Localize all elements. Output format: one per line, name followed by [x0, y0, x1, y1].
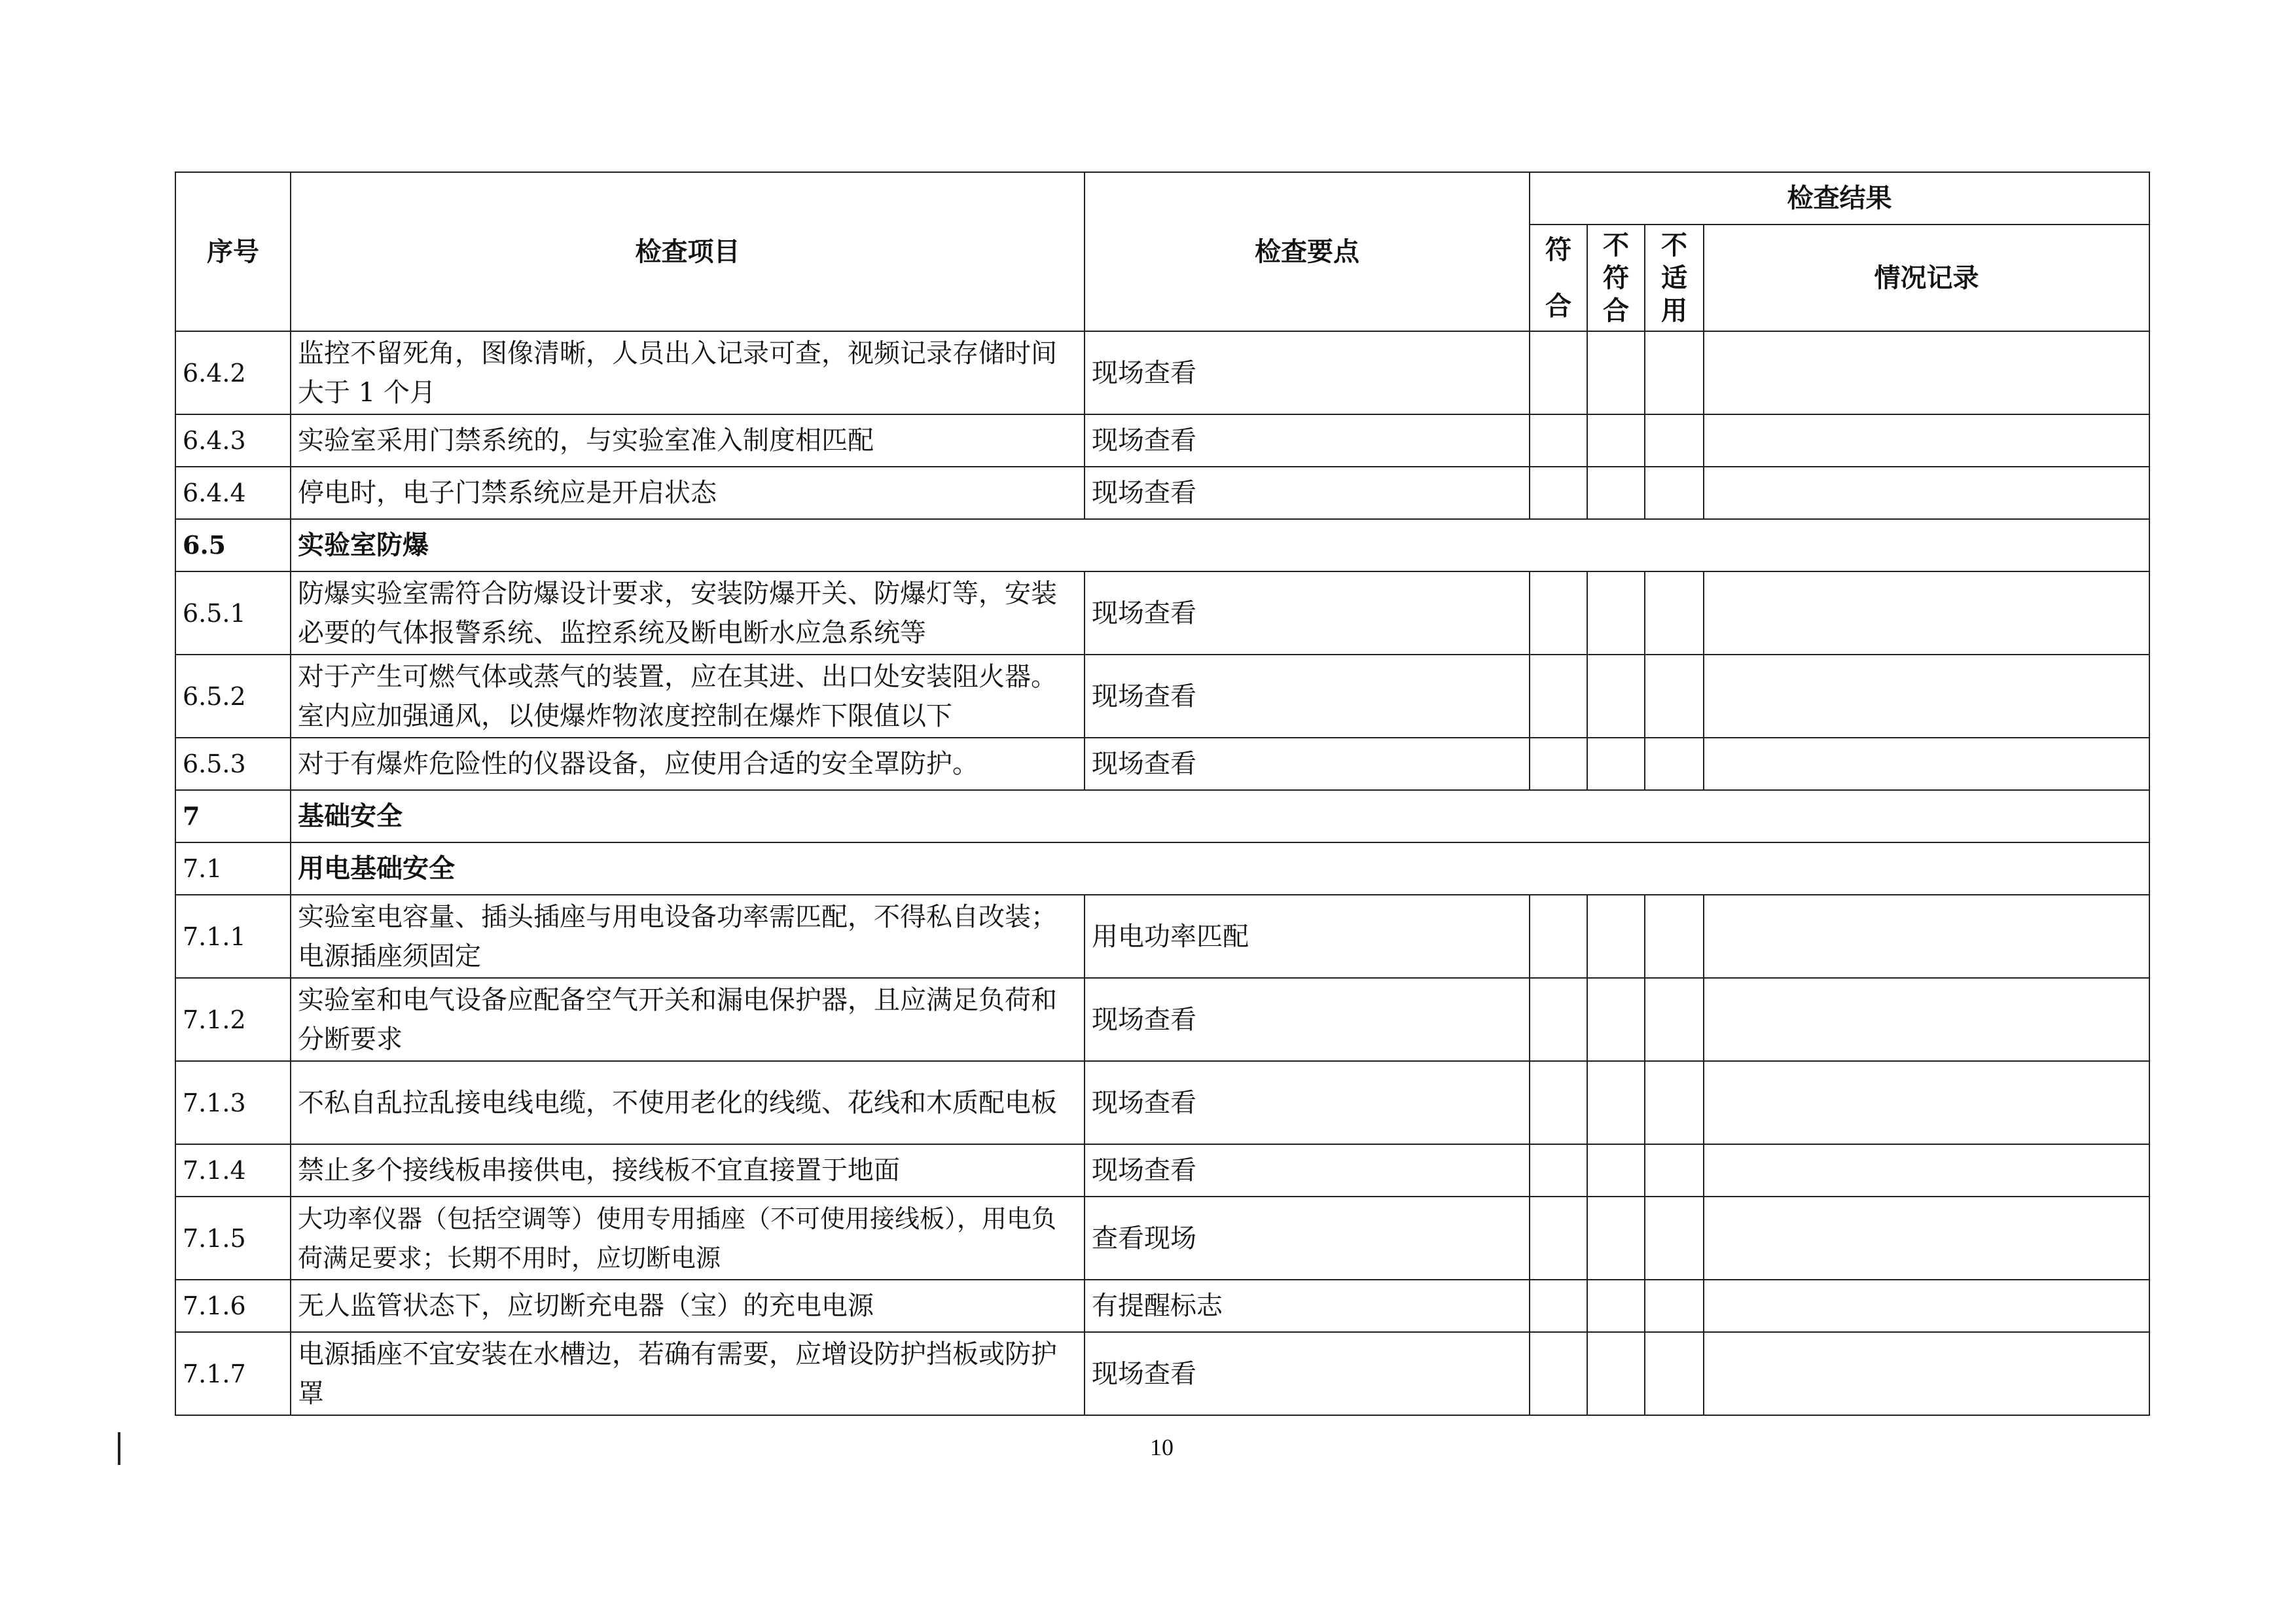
conform-cell[interactable] — [1530, 1280, 1587, 1332]
page-number: 10 — [1150, 1434, 1174, 1460]
table-row — [175, 738, 2149, 790]
nonconform-cell[interactable] — [1587, 1144, 1645, 1197]
record-cell[interactable] — [1704, 331, 2149, 414]
section-number: 7.1 — [175, 842, 291, 895]
row-number: 7.1.3 — [175, 1061, 291, 1144]
nonconform-cell[interactable] — [1587, 414, 1645, 467]
record-cell[interactable] — [1704, 655, 2149, 738]
not-applicable-cell[interactable] — [1645, 1332, 1704, 1415]
nonconform-cell[interactable] — [1587, 467, 1645, 519]
row-point: 现场查看 — [1085, 1332, 1530, 1415]
header-conform: 符 合 — [1530, 225, 1587, 331]
row-item: 不私自乱拉乱接电线电缆，不使用老化的线缆、花线和木质配电板 — [291, 1061, 1085, 1144]
table-row — [175, 1144, 2149, 1197]
row-number: 7.1.2 — [175, 978, 291, 1061]
row-item: 实验室和电气设备应配备空气开关和漏电保护器，且应满足负荷和分断要求 — [291, 978, 1085, 1061]
section-title: 基础安全 — [291, 790, 2149, 842]
record-cell[interactable] — [1704, 1197, 2149, 1280]
table-row — [175, 331, 2149, 414]
record-cell[interactable] — [1704, 571, 2149, 655]
conform-cell[interactable] — [1530, 738, 1587, 790]
table-row — [175, 1280, 2149, 1332]
record-cell[interactable] — [1704, 738, 2149, 790]
conform-cell[interactable] — [1530, 1332, 1587, 1415]
section-number: 7 — [175, 790, 291, 842]
nonconform-cell[interactable] — [1587, 331, 1645, 414]
record-cell[interactable] — [1704, 414, 2149, 467]
record-cell[interactable] — [1704, 978, 2149, 1061]
table-row — [175, 1332, 2149, 1415]
not-applicable-cell[interactable] — [1645, 1197, 1704, 1280]
row-point: 有提醒标志 — [1085, 1280, 1530, 1332]
not-applicable-cell[interactable] — [1645, 1144, 1704, 1197]
table-row — [175, 571, 2149, 655]
row-point: 现场查看 — [1085, 571, 1530, 655]
header-point: 检查要点 — [1085, 172, 1530, 331]
row-item: 无人监管状态下，应切断充电器（宝）的充电电源 — [291, 1280, 1085, 1332]
row-point: 现场查看 — [1085, 467, 1530, 519]
conform-cell[interactable] — [1530, 571, 1587, 655]
inspection-table — [175, 171, 2150, 1416]
not-applicable-cell[interactable] — [1645, 895, 1704, 978]
section-row — [175, 842, 2149, 895]
section-row — [175, 519, 2149, 571]
table-row — [175, 467, 2149, 519]
section-number: 6.5 — [175, 519, 291, 571]
row-number: 6.4.4 — [175, 467, 291, 519]
section-title: 用电基础安全 — [291, 842, 2149, 895]
row-point: 现场查看 — [1085, 738, 1530, 790]
nonconform-cell[interactable] — [1587, 1061, 1645, 1144]
nonconform-cell[interactable] — [1587, 738, 1645, 790]
record-cell[interactable] — [1704, 1061, 2149, 1144]
nonconform-cell[interactable] — [1587, 978, 1645, 1061]
not-applicable-cell[interactable] — [1645, 414, 1704, 467]
not-applicable-cell[interactable] — [1645, 1061, 1704, 1144]
table-row — [175, 414, 2149, 467]
header-nonconform: 不 符 合 — [1587, 225, 1645, 331]
conform-cell[interactable] — [1530, 331, 1587, 414]
header-not-applicable: 不 适 用 — [1645, 225, 1704, 331]
header-record: 情况记录 — [1704, 225, 2149, 331]
row-number: 6.5.1 — [175, 571, 291, 655]
not-applicable-cell[interactable] — [1645, 978, 1704, 1061]
table-row — [175, 655, 2149, 738]
record-cell[interactable] — [1704, 467, 2149, 519]
row-item: 大功率仪器（包括空调等）使用专用插座（不可使用接线板），用电负荷满足要求；长期不用时，应切断电源 — [291, 1197, 1085, 1280]
conform-cell[interactable] — [1530, 1061, 1587, 1144]
row-point: 现场查看 — [1085, 414, 1530, 467]
nonconform-cell[interactable] — [1587, 1332, 1645, 1415]
row-number: 7.1.6 — [175, 1280, 291, 1332]
row-item: 对于产生可燃气体或蒸气的装置，应在其进、出口处安装阻火器。室内应加强通风，以使爆炸物浓度控制在爆炸下限值以下 — [291, 655, 1085, 738]
section-title: 实验室防爆 — [291, 519, 2149, 571]
record-cell[interactable] — [1704, 1332, 2149, 1415]
conform-cell[interactable] — [1530, 1144, 1587, 1197]
row-item: 防爆实验室需符合防爆设计要求，安装防爆开关、防爆灯等，安装必要的气体报警系统、监控系统及断电断水应急系统等 — [291, 571, 1085, 655]
nonconform-cell[interactable] — [1587, 655, 1645, 738]
row-point: 现场查看 — [1085, 1144, 1530, 1197]
row-item: 电源插座不宜安装在水槽边，若确有需要，应增设防护挡板或防护罩 — [291, 1332, 1085, 1415]
section-row — [175, 790, 2149, 842]
table-row — [175, 978, 2149, 1061]
row-point: 查看现场 — [1085, 1197, 1530, 1280]
table-row — [175, 895, 2149, 978]
row-item: 实验室采用门禁系统的，与实验室准入制度相匹配 — [291, 414, 1085, 467]
conform-cell[interactable] — [1530, 467, 1587, 519]
row-number: 7.1.1 — [175, 895, 291, 978]
record-cell[interactable] — [1704, 895, 2149, 978]
row-item: 监控不留死角，图像清晰，人员出入记录可查，视频记录存储时间大于 1 个月 — [291, 331, 1085, 414]
row-point: 现场查看 — [1085, 655, 1530, 738]
nonconform-cell[interactable] — [1587, 1280, 1645, 1332]
conform-cell[interactable] — [1530, 414, 1587, 467]
not-applicable-cell[interactable] — [1645, 331, 1704, 414]
not-applicable-cell[interactable] — [1645, 655, 1704, 738]
row-point: 现场查看 — [1085, 1061, 1530, 1144]
table-row — [175, 1061, 2149, 1144]
row-number: 7.1.7 — [175, 1332, 291, 1415]
row-item: 实验室电容量、插头插座与用电设备功率需匹配，不得私自改装；电源插座须固定 — [291, 895, 1085, 978]
row-number: 6.4.3 — [175, 414, 291, 467]
header-item: 检查项目 — [291, 172, 1085, 331]
table-row — [175, 1197, 2149, 1280]
not-applicable-cell[interactable] — [1645, 571, 1704, 655]
not-applicable-cell[interactable] — [1645, 738, 1704, 790]
row-number: 7.1.5 — [175, 1197, 291, 1280]
header-no: 序号 — [175, 172, 291, 331]
nonconform-cell[interactable] — [1587, 571, 1645, 655]
row-item: 禁止多个接线板串接供电，接线板不宜直接置于地面 — [291, 1144, 1085, 1197]
nonconform-cell[interactable] — [1587, 1197, 1645, 1280]
conform-cell[interactable] — [1530, 978, 1587, 1061]
margin-line — [118, 1432, 120, 1465]
record-cell[interactable] — [1704, 1280, 2149, 1332]
not-applicable-cell[interactable] — [1645, 467, 1704, 519]
conform-cell[interactable] — [1530, 895, 1587, 978]
conform-cell[interactable] — [1530, 655, 1587, 738]
row-number: 6.5.2 — [175, 655, 291, 738]
row-point: 现场查看 — [1085, 978, 1530, 1061]
not-applicable-cell[interactable] — [1645, 1280, 1704, 1332]
row-point: 现场查看 — [1085, 331, 1530, 414]
row-number: 7.1.4 — [175, 1144, 291, 1197]
row-item: 对于有爆炸危险性的仪器设备，应使用合适的安全罩防护。 — [291, 738, 1085, 790]
row-number: 6.4.2 — [175, 331, 291, 414]
record-cell[interactable] — [1704, 1144, 2149, 1197]
conform-cell[interactable] — [1530, 1197, 1587, 1280]
row-item: 停电时，电子门禁系统应是开启状态 — [291, 467, 1085, 519]
row-number: 6.5.3 — [175, 738, 291, 790]
header-result: 检查结果 — [1530, 172, 2149, 225]
row-point: 用电功率匹配 — [1085, 895, 1530, 978]
nonconform-cell[interactable] — [1587, 895, 1645, 978]
